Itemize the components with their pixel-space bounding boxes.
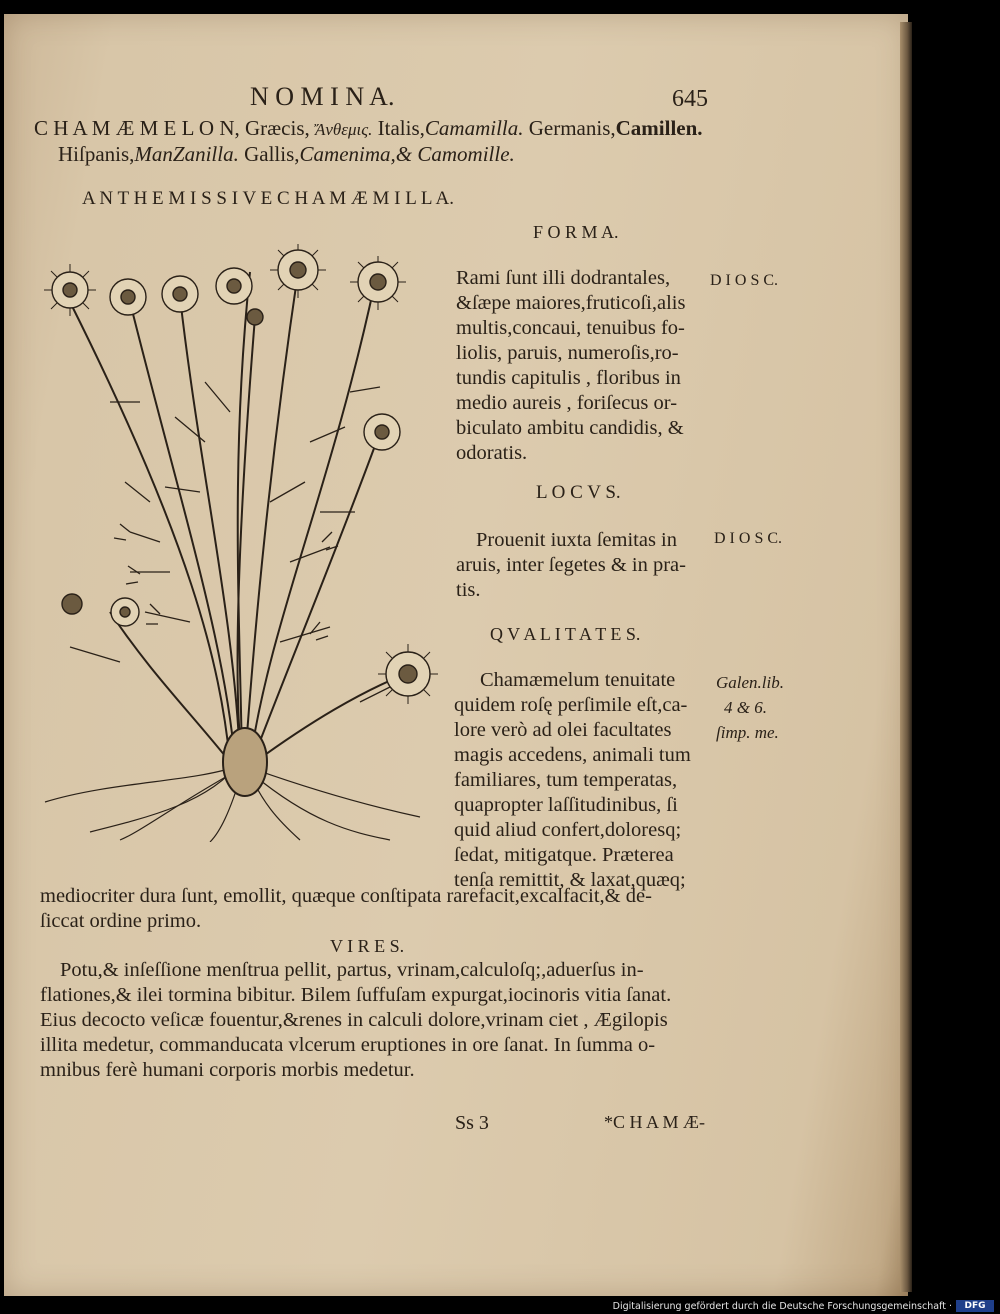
vires-line: Potu,& inſeſſione menſtrua pellit, partus, vrinam,calculoſq;,aduerſus in- [60,959,644,981]
qualitates-line: Chamæmelum tenuitate [480,669,676,691]
greek-name: Ἄνθεμις. [315,120,373,139]
vires-paragraph [40,958,671,1083]
graecis-label: Græcis, [245,116,310,140]
signature-mark: Ss 3 [455,1112,489,1134]
locus-line: tis. [456,579,481,601]
forma-line: &ſæpe maiores,fruticoſi,alis [456,292,686,314]
hispanis-label: Hiſpanis, [58,142,135,166]
locus-paragraph [456,528,686,603]
locus-line: aruis, inter ſegetes & in pra- [456,554,686,576]
gallis-label: Gallis, [244,142,300,166]
page-edge-shadow [900,22,912,1292]
chamaemelon-name: C H A M Æ M E L O N, [34,116,240,140]
page-number: 645 [672,86,708,112]
qualitates-full-line: ſiccat ordine primo. [40,910,202,932]
qualitates-margin-refs [716,670,784,745]
figure-caption: A N T H E M I S S I V E C H A M Æ M I L L A. [82,188,454,209]
italian-name: Camamilla. [424,116,524,140]
catchword: *C H A M Æ- [604,1112,706,1132]
chamomile-woodcut-illustration [30,242,450,842]
vires-line: illita medetur, commanducata vlcerum eruptiones in ore ſanat. In ſumma o- [40,1034,656,1056]
locus-line: Prouenit iuxta ſemitas in [476,529,677,551]
vires-line: mnibus ferè humani corporis morbis medetur. [40,1059,415,1081]
italis-label: Italis, [377,116,425,140]
germanis-label: Germanis, [528,116,616,140]
qualitates-continuation [40,884,652,934]
running-title: N O M I N A. [250,82,395,111]
forma-paragraph [456,266,685,466]
qualitates-line: tenſa remittit, & laxat,quæq; [454,869,686,891]
qualitates-heading: Q V A L I T A T E S. [490,624,641,644]
digitization-credit: Digitalisierung gefördert durch die Deutsche Forschungsgemeinschaft · [612,1301,952,1312]
forma-line: tundis capitulis , floribus in [456,367,681,389]
vires-line: Eius decocto veſicæ fouentur,&renes in calculi dolore,vrinam ciet , Ægilopis [40,1009,668,1031]
margin-ref-line: Galen.lib. [716,673,784,692]
locus-heading: L O C V S. [536,482,621,503]
qualitates-line: magis accedens, animali tum [454,744,691,766]
qualitates-line: quidem roſę perſimile eſt,ca- [454,694,688,716]
forma-line: odoratis. [456,442,528,464]
forma-margin-ref: D I O S C. [710,272,779,289]
qualitates-full-line: mediocriter dura ſunt, emollit, quæque conſtipata rarefacit,excalfacit,& de- [40,885,652,907]
spanish-name: ManZanilla. [134,142,239,166]
qualitates-line: ſedat, mitigatque. Præterea [454,844,674,866]
nomina-line-1 [34,116,703,141]
forma-line: multis,concaui, tenuibus fo- [456,317,685,339]
qualitates-line: lore verò ad olei facultates [454,719,672,741]
qualitates-paragraph [454,668,691,893]
forma-line: biculato ambitu candidis, & [456,417,684,439]
forma-line: liolis, paruis, numeroſis,ro- [456,342,679,364]
margin-ref-line: ſimp. me. [716,723,779,742]
qualitates-line: quid aliud confert,doloresq; [454,819,682,841]
forma-heading: F O R M A. [533,222,619,242]
qualitates-line: quapropter laſſitudinibus, ſi [454,794,678,816]
qualitates-line: familiares, tum temperatas, [454,769,678,791]
locus-margin-ref: D I O S C. [714,530,783,547]
vires-line: flationes,& ilei tormina bibitur. Bilem ſuffuſam expurgat,iocinoris vitia ſanat. [40,984,672,1006]
french-name: Camenima,& Camomille. [299,142,515,166]
nomina-line-2 [58,142,515,167]
margin-ref-line: 4 & 6. [724,698,767,717]
forma-line: medio aureis , foriſecus or- [456,392,678,414]
german-name: Camillen. [615,116,703,140]
forma-line: Rami ſunt illi dodrantales, [456,267,671,289]
dfg-logo: DFG [956,1300,994,1312]
vires-heading: V I R E S. [330,936,405,956]
